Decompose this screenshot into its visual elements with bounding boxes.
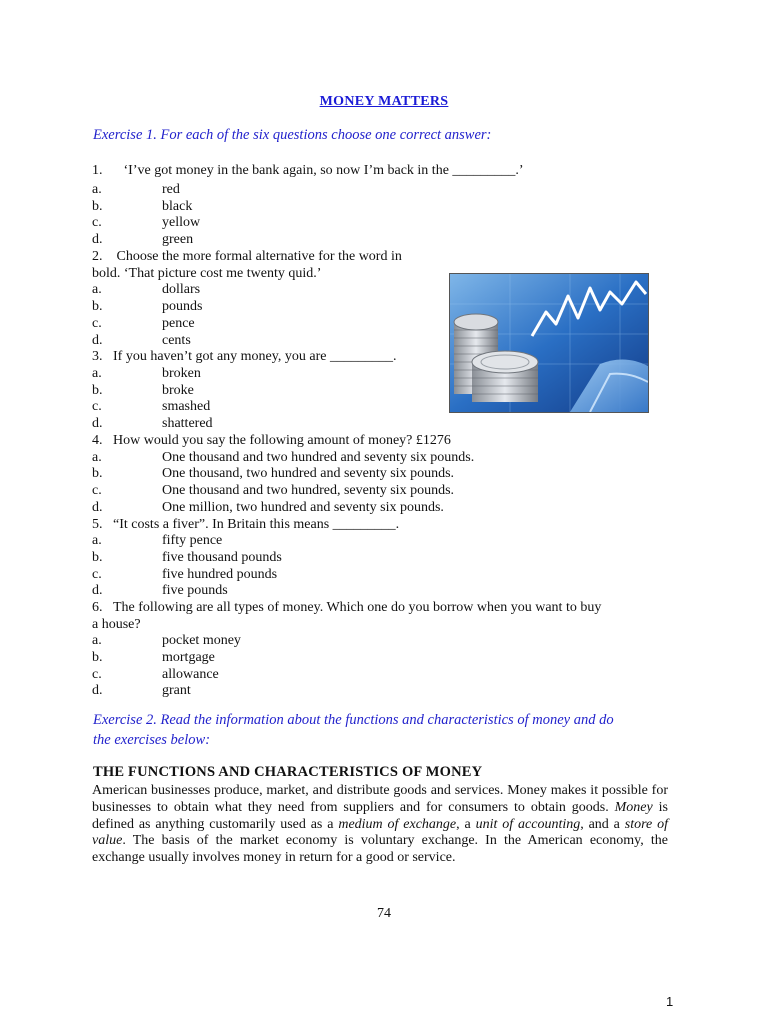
term-store-of-value: store of value <box>92 816 668 849</box>
question-number: 4. <box>92 433 103 448</box>
question-text: “It costs a fiver”. In Britain this means _________. <box>113 517 400 532</box>
option-4a: a. One thousand and two hundred and seventy six pounds. <box>92 450 475 465</box>
option-6b: b. mortgage <box>92 650 215 665</box>
option-6d: d. grant <box>92 683 191 698</box>
question-2-line2: bold. ‘That picture cost me twenty quid.’ <box>92 266 322 281</box>
option-6c: c. allowance <box>92 667 219 682</box>
option-1a: a. red <box>92 182 180 197</box>
question-text: ‘I’ve got money in the bank again, so now I’m back in the _________.’ <box>123 163 524 178</box>
option-2b: b. pounds <box>92 299 203 314</box>
term-unit-of-accounting: unit of accounting <box>475 816 581 832</box>
question-text: If you haven’t got any money, you are _________. <box>113 349 397 364</box>
question-6-line2: a house? <box>92 617 141 632</box>
question-3 <box>92 348 396 365</box>
section-heading: THE FUNCTIONS AND CHARACTERISTICS OF MONEY <box>93 764 483 780</box>
page-title: MONEY MATTERS <box>319 94 449 109</box>
money-chart-illustration <box>449 273 649 413</box>
option-5a: a. fifty pence <box>92 533 223 548</box>
option-1b: b. black <box>92 199 193 214</box>
term-money: Money <box>614 799 653 815</box>
question-number: 5. <box>92 517 103 532</box>
footer-page-number: 1 <box>666 994 674 1009</box>
option-4d: d. One million, two hundred and seventy six pounds. <box>92 500 444 515</box>
question-number: 3. <box>92 349 103 364</box>
option-5d: d. five pounds <box>92 583 228 598</box>
option-3a: a. broken <box>92 366 201 381</box>
question-4 <box>92 432 451 449</box>
option-3d: d. shattered <box>92 416 213 431</box>
question-5 <box>92 516 399 533</box>
option-3b: b. broke <box>92 383 194 398</box>
question-text: The following are all types of money. Which one do you borrow when you want to buy <box>113 600 602 615</box>
section-paragraph: American businesses produce, market, and distribute goods and services. Money makes it possible for businesses to obtain what they need from suppliers and for consumers to obtain goods. Money is defined as anything customarily used as a medium of exchange, a unit of accounting, and a store of value. The basis of the market economy is voluntary exchange. In the American economy, the exchange usually involves money in return for a good or service. <box>92 783 668 866</box>
option-5b: b. five thousand pounds <box>92 550 282 565</box>
page-number: 74 <box>377 906 391 921</box>
option-2c: c. pence <box>92 316 195 331</box>
question-number: 2. <box>92 249 103 264</box>
option-4b: b. One thousand, two hundred and seventy six pounds. <box>92 466 455 481</box>
term-medium-of-exchange: medium of exchange <box>338 816 457 832</box>
option-2a: a. dollars <box>92 282 201 297</box>
option-4c: c. One thousand and two hundred, seventy six pounds. <box>92 483 455 498</box>
option-5c: c. five hundred pounds <box>92 567 278 582</box>
question-6 <box>92 599 601 616</box>
option-6a: a. pocket money <box>92 633 241 648</box>
question-number: 1. <box>92 163 103 178</box>
question-text: How would you say the following amount of money? £1276 <box>113 433 451 448</box>
option-1c: c. yellow <box>92 215 201 230</box>
option-2d: d. cents <box>92 333 191 348</box>
question-text: Choose the more formal alternative for the word in <box>116 249 402 264</box>
question-1 <box>92 162 524 179</box>
option-3c: c. smashed <box>92 399 211 414</box>
exercise2-heading: Exercise 2. Read the information about the functions and characteristics of money and do the exercises below: <box>93 712 614 748</box>
exercise1-heading: Exercise 1. For each of the six questions choose one correct answer: <box>93 127 492 143</box>
question-number: 6. <box>92 600 103 615</box>
option-1d: d. green <box>92 232 194 247</box>
question-2 <box>92 248 402 265</box>
